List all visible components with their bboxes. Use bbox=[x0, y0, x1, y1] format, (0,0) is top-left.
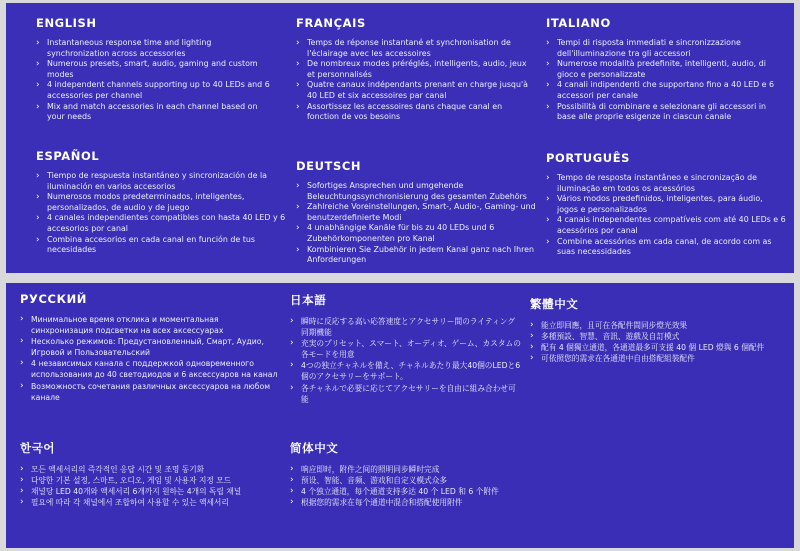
section-francais bbox=[296, 16, 536, 123]
list-item: › 预设、智能、音频、游戏和自定义模式众多 bbox=[290, 475, 530, 486]
list-item: › Tempo de resposta instantâneo e sincronização de iluminação em todos os acessórios bbox=[546, 173, 786, 194]
list-item: › Sofortiges Ansprechen und umgehende Beleuchtungssynchronisierung des gesamten Zubehörs bbox=[296, 181, 536, 202]
list-item: › 能立即回應，且可在各配件間同步燈光效果 bbox=[530, 320, 780, 331]
list-item: › Vários modos predefinidos, inteligentes, para áudio, jogos e personalizados bbox=[546, 194, 786, 215]
list-item: › 充実のプリセット、スマート、オーディオ、ゲーム、カスタムの各モードを用意 bbox=[290, 338, 522, 360]
feature-list bbox=[20, 464, 282, 508]
section-deutsch bbox=[296, 159, 536, 266]
section-title: ITALIANO bbox=[546, 16, 611, 30]
list-item: › Numerose modalità predefinite, intelligenti, audio, di gioco e personalizzate bbox=[546, 59, 786, 80]
list-item: › Quatre canaux indépendants prenant en charge jusqu'à 40 LED et six accessoires par canal bbox=[296, 80, 536, 101]
section-italiano bbox=[546, 16, 786, 123]
section-simplified-chinese bbox=[290, 440, 530, 508]
feature-list bbox=[296, 38, 536, 123]
list-item: › 可依照您的需求在各通道中自由搭配組裝配件 bbox=[530, 353, 780, 364]
list-item: › 4 canali indipendenti che supportano fino a 40 LED e 6 accessori per canale bbox=[546, 80, 786, 101]
list-item: › Tiempo de respuesta instantáneo y sincronización de la iluminación en varios accesorios bbox=[36, 171, 286, 192]
list-item: › Zahlreiche Voreinstellungen, Smart-, Audio-, Gaming- und benutzerdefinierte Modi bbox=[296, 202, 536, 223]
list-item: › Combina accesorios en cada canal en función de tus necesidades bbox=[36, 235, 286, 256]
list-item: › Numerosos modos predeterminados, inteligentes, personalizados, de audio y de juego bbox=[36, 192, 286, 213]
list-item: › 根据您的需求在每个通道中混合和搭配使用附件 bbox=[290, 497, 530, 508]
section-japanese bbox=[290, 292, 522, 405]
list-item: › Mix and match accessories in each channel based on your needs bbox=[36, 102, 276, 123]
section-title: 繁體中文 bbox=[530, 297, 579, 311]
bottom-panel bbox=[6, 283, 794, 548]
section-traditional-chinese bbox=[530, 296, 780, 364]
section-title: 简体中文 bbox=[290, 441, 339, 455]
list-item: › 4 canales independientes compatibles con hasta 40 LED y 6 accesorios por canal bbox=[36, 213, 286, 234]
list-item: › 4 unabhängige Kanäle für bis zu 40 LEDs und 6 Zubehörkomponenten pro Kanal bbox=[296, 223, 536, 244]
list-item: › Возможность сочетания различных аксессуаров на любом канале bbox=[20, 381, 282, 403]
list-item: › 4 independent channels supporting up to 40 LEDs and 6 accessories per channel bbox=[36, 80, 276, 101]
feature-list bbox=[296, 181, 536, 266]
section-russian bbox=[20, 292, 282, 403]
list-item: › Numerous presets, smart, audio, gaming and custom modes bbox=[36, 59, 276, 80]
list-item: › 各チャネルで必要に応じてアクセサリーを自由に組み合わせ可能 bbox=[290, 383, 522, 405]
section-title: FRANÇAIS bbox=[296, 16, 366, 30]
list-item: › 채널당 LED 40개와 액세서리 6개까지 원하는 4개의 독립 채널 bbox=[20, 486, 282, 497]
list-item: › Temps de réponse instantané et synchronisation de l'éclairage avec les accessoires bbox=[296, 38, 536, 59]
section-portugues bbox=[546, 151, 786, 258]
list-item: › Kombinieren Sie Zubehör in jedem Kanal ganz nach Ihren Anforderungen bbox=[296, 245, 536, 266]
section-espanol bbox=[36, 149, 286, 256]
section-title: ESPAÑOL bbox=[36, 149, 100, 163]
list-item: › 필요에 따라 각 채널에서 조합하여 사용할 수 있는 액세서리 bbox=[20, 497, 282, 508]
list-item: › 모든 액세서리의 즉각적인 응답 시간 및 조명 동기화 bbox=[20, 464, 282, 475]
feature-list bbox=[546, 38, 786, 123]
feature-list bbox=[36, 171, 286, 256]
list-item: › Possibilità di combinare e selezionare gli accessori in base alle proprie esigenze in ciascun canale bbox=[546, 102, 786, 123]
section-korean bbox=[20, 440, 282, 508]
section-title: PORTUGUÊS bbox=[546, 151, 631, 165]
list-item: › 响应即时，附件之间的照明同步瞬时完成 bbox=[290, 464, 530, 475]
section-title: DEUTSCH bbox=[296, 159, 362, 173]
section-title: 한국어 bbox=[20, 441, 56, 455]
feature-list bbox=[290, 316, 522, 405]
list-item: › Combine acessórios em cada canal, de acordo com as suas necessidades bbox=[546, 237, 786, 258]
list-item: › 4つの独立チャネルを備え、チャネルあたり最大40個のLEDと6個のアクセサリーをサポート。 bbox=[290, 360, 522, 382]
list-item: › De nombreux modes préréglés, intelligents, audio, jeux et personnalisés bbox=[296, 59, 536, 80]
feature-list bbox=[546, 173, 786, 258]
list-item: › 配有 4 個獨立通道，各通道最多可支援 40 個 LED 燈與 6 個配件 bbox=[530, 342, 780, 353]
list-item: › 다양한 기본 설정, 스마트, 오디오, 게임 및 사용자 지정 모드 bbox=[20, 475, 282, 486]
list-item: › Несколько режимов: Предустановленный, Смарт, Аудио, Игровой и Пользовательский bbox=[20, 336, 282, 358]
feature-list bbox=[530, 320, 780, 364]
list-item: › Assortissez les accessoires dans chaque canal en fonction de vos besoins bbox=[296, 102, 536, 123]
list-item: › 瞬時に反応する高い応答速度とアクセサリー間のライティング同期機能 bbox=[290, 316, 522, 338]
list-item: › Минимальное время отклика и моментальная синхронизация подсветки на всех аксессуарах bbox=[20, 314, 282, 336]
feature-list bbox=[36, 38, 276, 123]
section-title: 日本語 bbox=[290, 293, 327, 307]
list-item: › Instantaneous response time and lighting synchronization across accessories bbox=[36, 38, 276, 59]
section-title: РУССКИЙ bbox=[20, 292, 88, 306]
list-item: › 4 canais independentes compatíveis com até 40 LEDs e 6 acessórios por canal bbox=[546, 215, 786, 236]
list-item: › 4 个独立通道，每个通道支持多达 40 个 LED 和 6 个附件 bbox=[290, 486, 530, 497]
feature-list bbox=[290, 464, 530, 508]
list-item: › Tempi di risposta immediati e sincronizzazione dell'illuminazione tra gli accessori bbox=[546, 38, 786, 59]
top-panel bbox=[6, 3, 794, 273]
section-title: ENGLISH bbox=[36, 16, 97, 30]
section-english bbox=[36, 16, 276, 123]
list-item: › 多種預設、智慧、音訊、遊戲及自訂模式 bbox=[530, 331, 780, 342]
feature-list bbox=[20, 314, 282, 403]
list-item: › 4 независимых канала с поддержкой одновременного использования до 40 светодиодов и 6 аксессуаров на канал bbox=[20, 358, 282, 380]
